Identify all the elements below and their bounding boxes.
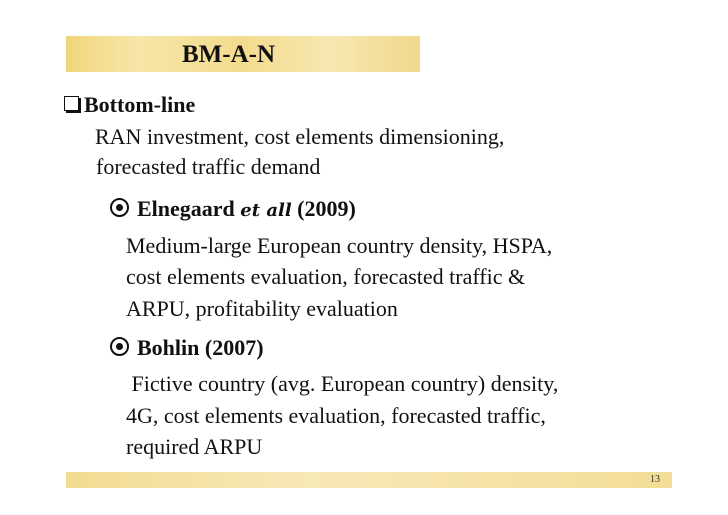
heading-text: Bottom-line [84,92,196,117]
item-1-author: Elnegaard [137,196,235,221]
item-2-line-2: 4G, cost elements evaluation, forecasted traffic, [126,403,546,428]
item-2-year: (2007) [204,335,264,360]
summary-line-2: forecasted traffic demand [96,154,321,179]
item-1-line-3: ARPU, profitability evaluation [126,296,398,321]
item-1-line-1: Medium-large European country density, HSPA, [126,233,553,258]
item-2-header [110,334,264,362]
item-2-author: Bohlin [137,335,200,360]
footer-bar [66,472,672,488]
summary-line-1: RAN investment, cost elements dimensioning, [95,124,505,149]
item-2-line-3: required ARPU [126,434,263,459]
item-1-etal: et all [240,200,292,221]
item-1-header [110,195,356,225]
checkbox-bullet-icon [64,96,79,111]
target-bullet-icon [110,198,129,217]
heading-line [64,91,195,119]
item-1-year: (2009) [297,196,356,221]
item-1-line-2: cost elements evaluation, forecasted traffic & [126,264,526,289]
page-number: 13 [650,474,660,485]
slide-title: BM-A-N [182,41,276,68]
target-bullet-icon [110,337,129,356]
item-2-line-1: Fictive country (avg. European country) density, [126,371,559,396]
